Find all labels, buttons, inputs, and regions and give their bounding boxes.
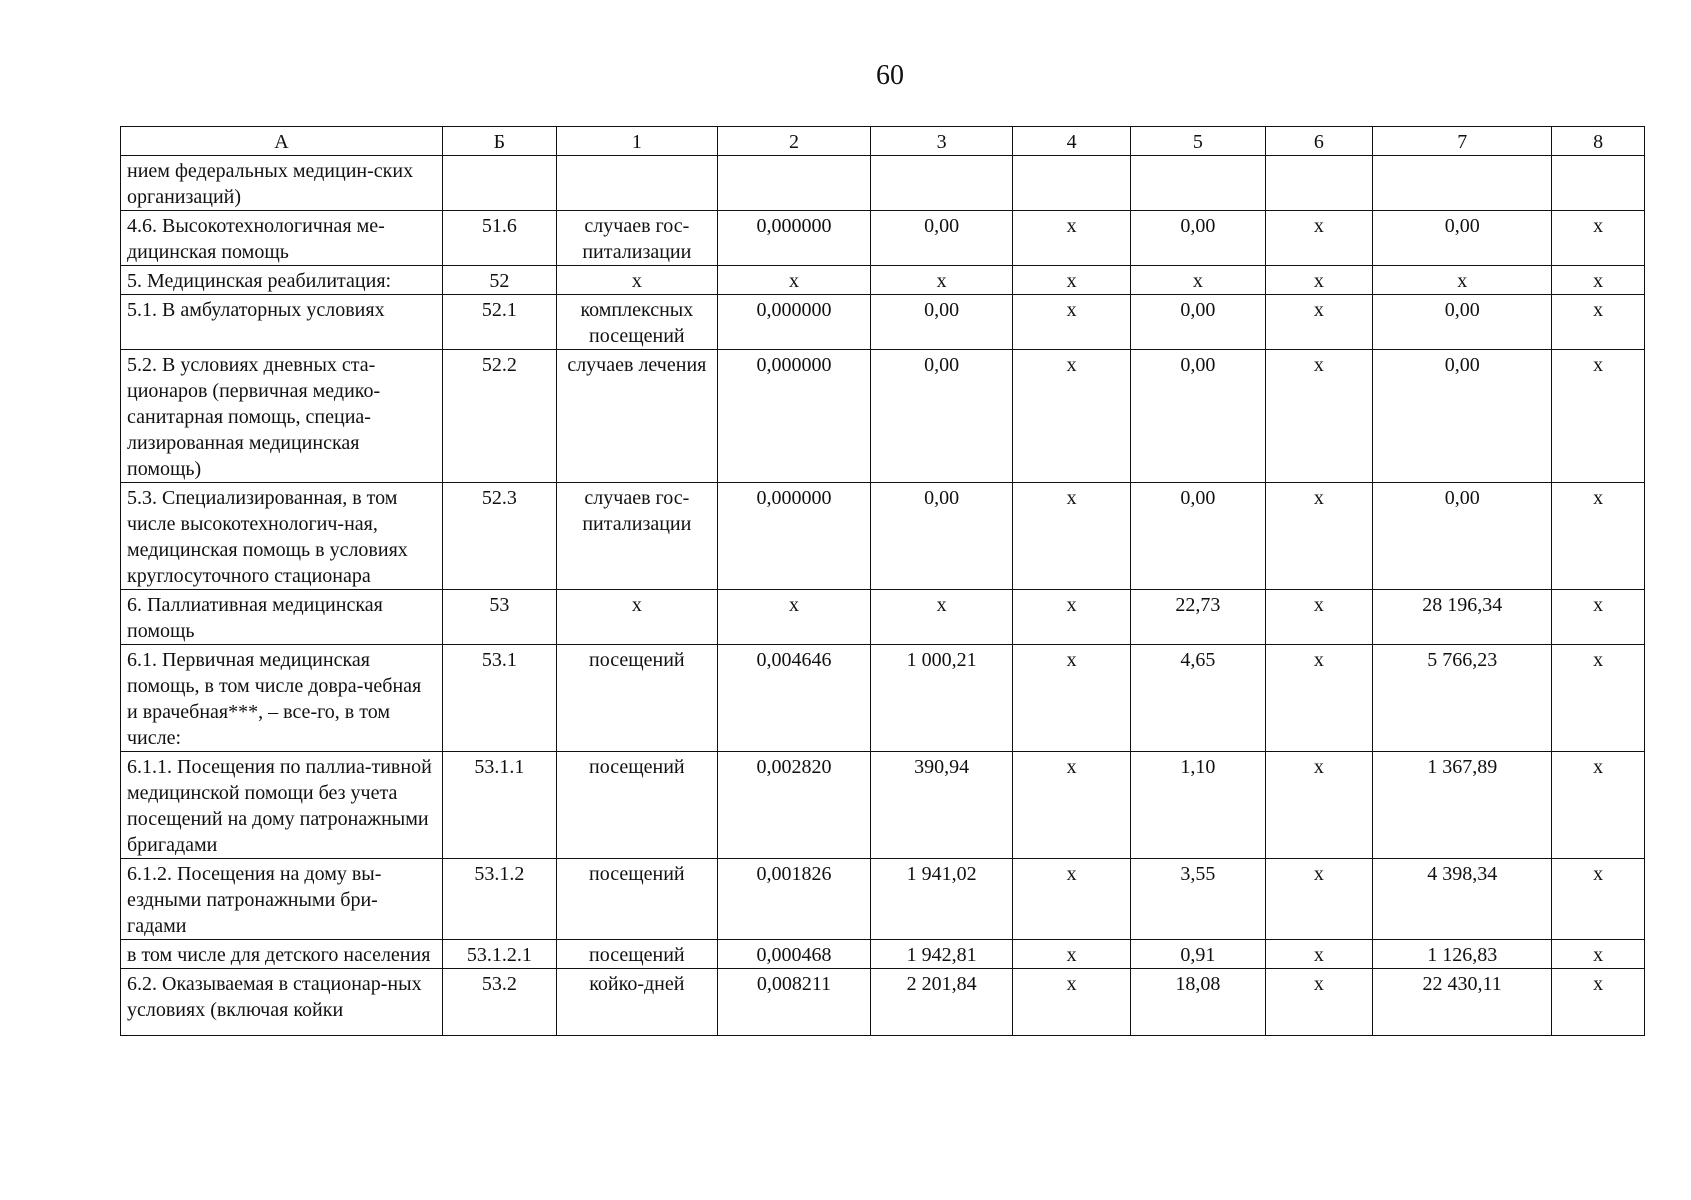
cell-col-4: х (1012, 752, 1130, 859)
cell-col-4: х (1012, 483, 1130, 590)
cell-col-5: х (1131, 266, 1265, 295)
cell-col-2: х (717, 590, 870, 645)
cell-name: 5.2. В условиях дневных ста-ционаров (первичная медико-санитарная помощь, специа-лизированная медицинская помощь) (121, 350, 443, 483)
cell-col-6: х (1265, 295, 1373, 350)
cell-name: 6. Паллиативная медицинская помощь (121, 590, 443, 645)
cell-col-3: 1 000,21 (871, 645, 1013, 752)
header-cell-a: А (121, 127, 443, 156)
header-cell-2: 2 (717, 127, 870, 156)
cell-col-8: х (1552, 590, 1645, 645)
header-cell-4: 4 (1012, 127, 1130, 156)
data-table (120, 126, 1645, 1036)
cell-code: 53.1.2.1 (442, 940, 556, 969)
cell-unit: посещений (556, 752, 717, 859)
cell-col-2: 0,000000 (717, 350, 870, 483)
cell-col-7: 0,00 (1373, 483, 1552, 590)
header-cell-1: 1 (556, 127, 717, 156)
cell-code: 53.1 (442, 645, 556, 752)
cell-col-6: х (1265, 266, 1373, 295)
header-cell-3: 3 (871, 127, 1013, 156)
table-row (121, 645, 1645, 752)
cell-col-3: 2 201,84 (871, 969, 1013, 1036)
cell-col-8: х (1552, 211, 1645, 266)
cell-col-4: х (1012, 940, 1130, 969)
cell-code: 53.1.2 (442, 859, 556, 940)
cell-code: 52.1 (442, 295, 556, 350)
cell-code: 53 (442, 590, 556, 645)
cell-col-7: 0,00 (1373, 211, 1552, 266)
cell-code: 52.2 (442, 350, 556, 483)
cell-name: 6.1.1. Посещения по паллиа-тивной медицинской помощи без учета посещений на дому патронажными бригадами (121, 752, 443, 859)
cell-col-7: 0,00 (1373, 295, 1552, 350)
header-cell-7: 7 (1373, 127, 1552, 156)
cell-col-8: х (1552, 350, 1645, 483)
cell-col-4: х (1012, 211, 1130, 266)
cell-col-6: х (1265, 211, 1373, 266)
cell-col-2 (717, 156, 870, 211)
cell-col-8: х (1552, 483, 1645, 590)
cell-col-2: 0,004646 (717, 645, 870, 752)
header-cell-8: 8 (1552, 127, 1645, 156)
cell-col-7: 1 126,83 (1373, 940, 1552, 969)
cell-col-5: 0,00 (1131, 350, 1265, 483)
cell-col-2: 0,000000 (717, 295, 870, 350)
cell-col-6: х (1265, 940, 1373, 969)
table-row (121, 969, 1645, 1036)
cell-col-8: х (1552, 752, 1645, 859)
cell-col-7: 0,00 (1373, 350, 1552, 483)
cell-col-5: 0,00 (1131, 211, 1265, 266)
table-row (121, 350, 1645, 483)
cell-col-3: 0,00 (871, 350, 1013, 483)
cell-col-7: 22 430,11 (1373, 969, 1552, 1036)
cell-col-3: 0,00 (871, 295, 1013, 350)
cell-unit: случаев лечения (556, 350, 717, 483)
table-row (121, 859, 1645, 940)
cell-col-3: 0,00 (871, 211, 1013, 266)
header-cell-5: 5 (1131, 127, 1265, 156)
cell-col-7: 5 766,23 (1373, 645, 1552, 752)
cell-col-5: 18,08 (1131, 969, 1265, 1036)
cell-col-3: 1 941,02 (871, 859, 1013, 940)
cell-unit: койко-дней (556, 969, 717, 1036)
table-row (121, 266, 1645, 295)
cell-col-7 (1373, 156, 1552, 211)
table-row (121, 940, 1645, 969)
cell-col-4: х (1012, 295, 1130, 350)
header-cell-6: 6 (1265, 127, 1373, 156)
cell-col-8: х (1552, 859, 1645, 940)
cell-name: 5.1. В амбулаторных условиях (121, 295, 443, 350)
cell-code: 53.2 (442, 969, 556, 1036)
cell-name: 5. Медицинская реабилитация: (121, 266, 443, 295)
cell-col-3 (871, 156, 1013, 211)
table-row (121, 211, 1645, 266)
cell-col-3: 390,94 (871, 752, 1013, 859)
cell-col-8: х (1552, 969, 1645, 1036)
cell-col-5 (1131, 156, 1265, 211)
cell-col-4: х (1012, 859, 1130, 940)
cell-unit: посещений (556, 859, 717, 940)
cell-name: 5.3. Специализированная, в том числе высокотехнологич-ная, медицинская помощь в условиях круглосуточного стационара (121, 483, 443, 590)
cell-col-2: 0,000468 (717, 940, 870, 969)
cell-col-6: х (1265, 590, 1373, 645)
cell-code: 52.3 (442, 483, 556, 590)
cell-col-3: х (871, 266, 1013, 295)
cell-col-4: х (1012, 266, 1130, 295)
cell-col-3: 0,00 (871, 483, 1013, 590)
table-body (121, 156, 1645, 1036)
cell-col-6: х (1265, 483, 1373, 590)
cell-name: нием федеральных медицин-ских организаций) (121, 156, 443, 211)
cell-col-4: х (1012, 590, 1130, 645)
cell-col-4: х (1012, 969, 1130, 1036)
cell-col-2: 0,000000 (717, 211, 870, 266)
header-row (121, 127, 1645, 156)
cell-col-8: х (1552, 940, 1645, 969)
cell-col-6: х (1265, 969, 1373, 1036)
cell-unit: случаев гос-питализации (556, 211, 717, 266)
cell-col-2: 0,000000 (717, 483, 870, 590)
table-row (121, 483, 1645, 590)
cell-col-6: х (1265, 645, 1373, 752)
cell-col-8: х (1552, 645, 1645, 752)
cell-name: 6.2. Оказываемая в стационар-ных условиях (включая койки (121, 969, 443, 1036)
cell-col-5: 0,91 (1131, 940, 1265, 969)
cell-col-8: х (1552, 295, 1645, 350)
cell-col-8 (1552, 156, 1645, 211)
header-cell-b: Б (442, 127, 556, 156)
cell-unit: комплексных посещений (556, 295, 717, 350)
cell-col-2: 0,002820 (717, 752, 870, 859)
table-row (121, 752, 1645, 859)
cell-col-3: х (871, 590, 1013, 645)
cell-col-7: х (1373, 266, 1552, 295)
table-row (121, 590, 1645, 645)
cell-col-8: х (1552, 266, 1645, 295)
cell-col-2: 0,001826 (717, 859, 870, 940)
cell-name: 4.6. Высокотехнологичная ме-дицинская помощь (121, 211, 443, 266)
cell-col-4: х (1012, 645, 1130, 752)
cell-col-5: 0,00 (1131, 483, 1265, 590)
cell-unit: случаев гос-питализации (556, 483, 717, 590)
cell-code (442, 156, 556, 211)
cell-unit: посещений (556, 940, 717, 969)
cell-col-5: 22,73 (1131, 590, 1265, 645)
cell-unit (556, 156, 717, 211)
cell-code: 51.6 (442, 211, 556, 266)
cell-unit: х (556, 266, 717, 295)
table-header (121, 127, 1645, 156)
cell-col-2: 0,008211 (717, 969, 870, 1036)
page-number: 60 (876, 60, 904, 91)
cell-unit: х (556, 590, 717, 645)
cell-col-4 (1012, 156, 1130, 211)
cell-col-7: 28 196,34 (1373, 590, 1552, 645)
cell-name: 6.1. Первичная медицинская помощь, в том числе довра-чебная и врачебная***, – все-го, в том числе: (121, 645, 443, 752)
cell-name: 6.1.2. Посещения на дому вы-ездными патронажными бри-гадами (121, 859, 443, 940)
cell-col-6: х (1265, 752, 1373, 859)
cell-col-3: 1 942,81 (871, 940, 1013, 969)
cell-col-5: 4,65 (1131, 645, 1265, 752)
cell-col-6 (1265, 156, 1373, 211)
cell-col-6: х (1265, 350, 1373, 483)
cell-code: 53.1.1 (442, 752, 556, 859)
cell-col-5: 3,55 (1131, 859, 1265, 940)
table-row (121, 295, 1645, 350)
cell-code: 52 (442, 266, 556, 295)
table-row (121, 156, 1645, 211)
cell-col-6: х (1265, 859, 1373, 940)
cell-col-7: 1 367,89 (1373, 752, 1552, 859)
cell-col-7: 4 398,34 (1373, 859, 1552, 940)
cell-col-5: 1,10 (1131, 752, 1265, 859)
cell-col-4: х (1012, 350, 1130, 483)
cell-col-5: 0,00 (1131, 295, 1265, 350)
cell-unit: посещений (556, 645, 717, 752)
cell-name: в том числе для детского населения (121, 940, 443, 969)
cell-col-2: х (717, 266, 870, 295)
